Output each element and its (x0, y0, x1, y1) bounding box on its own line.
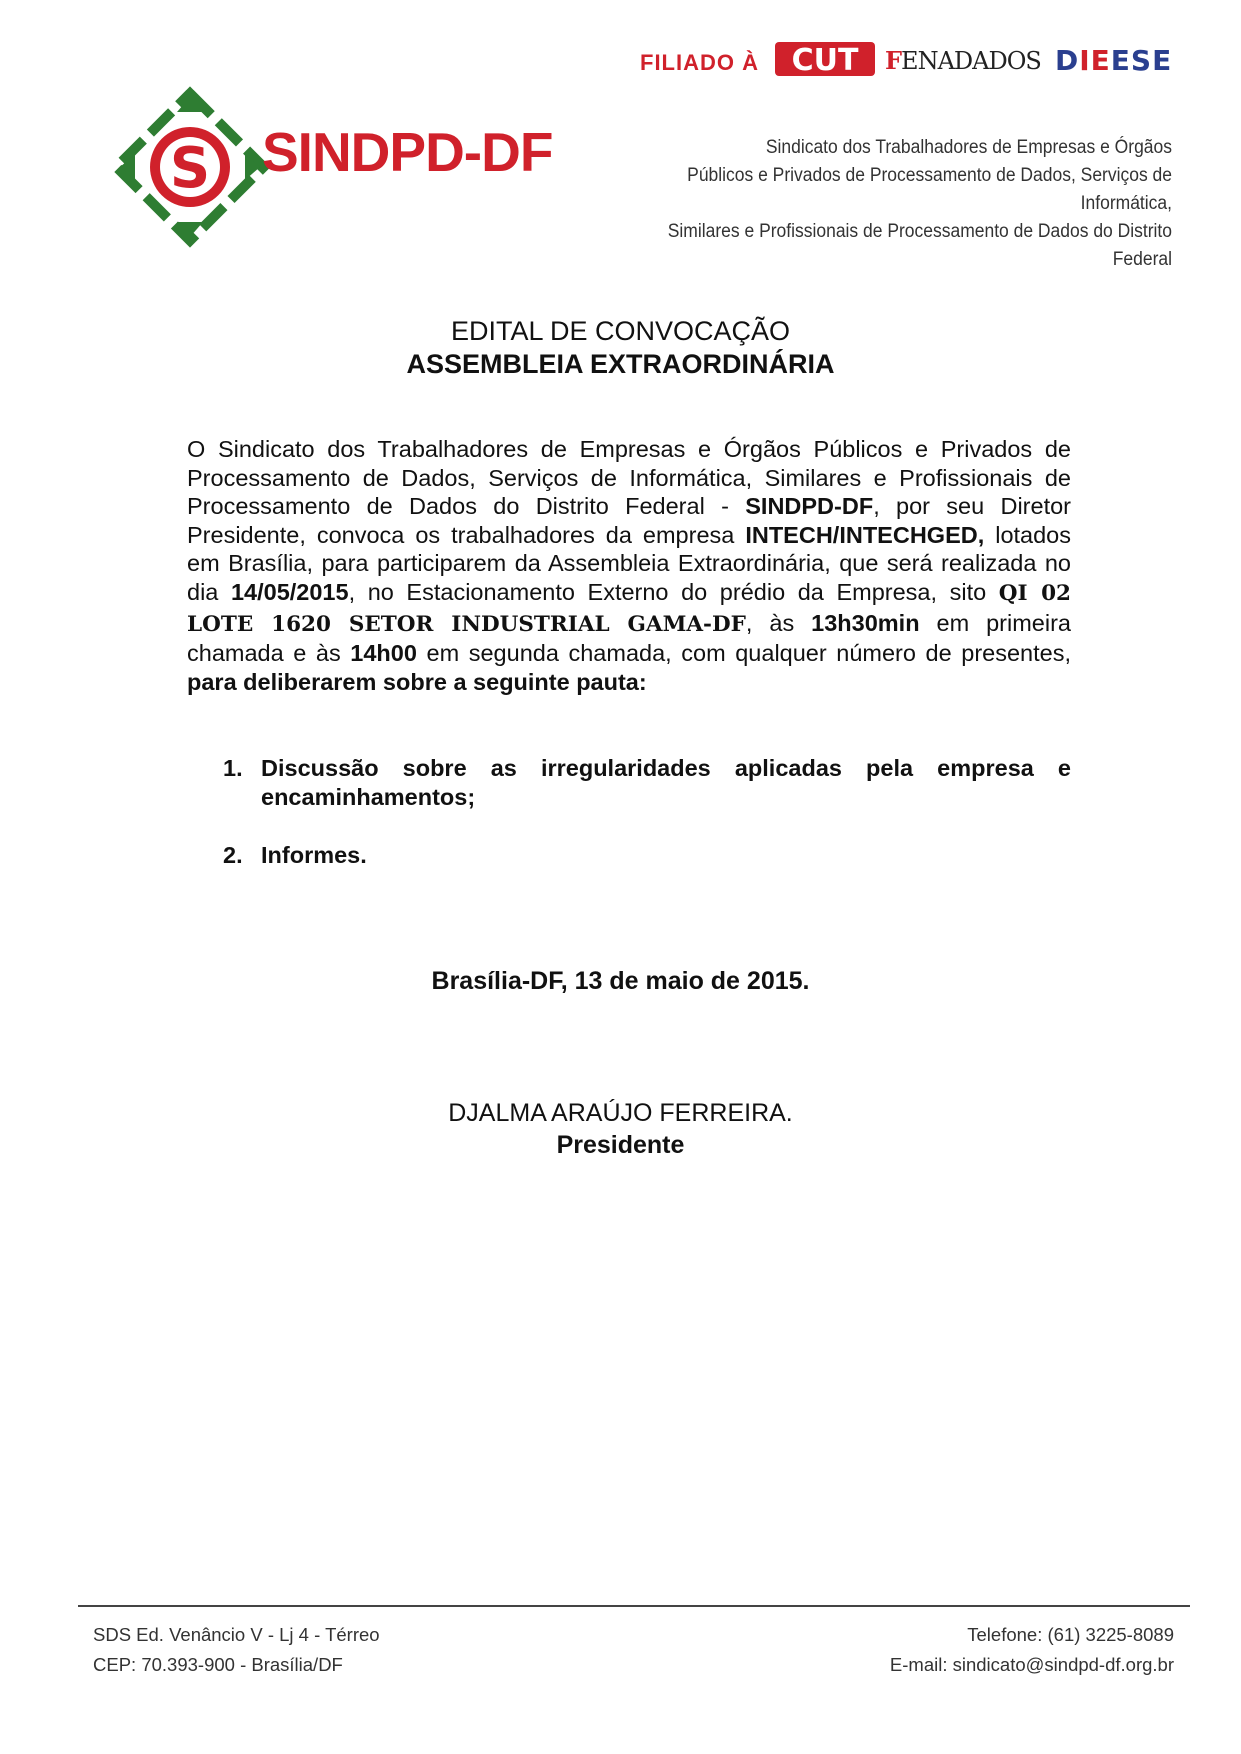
list-item-text: Discussão sobre as irregularidades aplicadas pela empresa e encaminhamentos; (261, 755, 1071, 810)
list-item (223, 841, 1071, 870)
signature-block (0, 1097, 1241, 1161)
meeting-address: QI 02 LOTE 1620 SETOR INDUSTRIAL GAMA-DF (187, 580, 1071, 637)
org-logo-text: SINDPD-DF (262, 121, 553, 183)
list-item (223, 754, 1071, 811)
footer-address (93, 1620, 380, 1680)
union-description-line: Sindicato dos Trabalhadores de Empresas e Órgãos (765, 137, 1172, 158)
cut-logo-text: CUT (791, 43, 859, 78)
list-item-text: Informes. (261, 842, 367, 869)
affiliation-label: FILIADO À (640, 50, 759, 75)
union-description-line: Similares e Profissionais de Processamento de Dados do Distrito Federal (667, 221, 1172, 270)
list-item-number: 2. (223, 842, 243, 869)
fenadados-logo: FENADADOS (885, 46, 1041, 75)
sindpd-logo-icon (115, 92, 265, 242)
agenda-list (223, 754, 1071, 900)
document-title (0, 315, 1241, 381)
footer (78, 1620, 1190, 1675)
footer-email: E-mail: sindicato@sindpd-df.org.br (889, 1654, 1174, 1675)
footer-contact (890, 1620, 1174, 1680)
affiliations-bar (640, 40, 1190, 80)
dieese-logo: DIEESE (1055, 44, 1173, 77)
second-call-time: 14h00 (350, 640, 417, 667)
fenadados-logo-text: ENADADOS (901, 47, 1041, 75)
cut-logo (775, 42, 875, 76)
title-line-2: ASSEMBLEIA EXTRAORDINÁRIA (406, 349, 835, 379)
footer-divider (78, 1605, 1190, 1607)
org-name: SINDPD-DF (745, 493, 874, 520)
signer-role: Presidente (556, 1131, 685, 1159)
union-description (620, 134, 1172, 274)
company-name: INTECH/INTECHGED, (745, 521, 985, 548)
first-call-time: 13h30min (811, 609, 920, 636)
footer-address-line: SDS Ed. Venâncio V - Lj 4 - Térreo (93, 1624, 380, 1645)
convocation-paragraph: O Sindicato dos Trabalhadores de Empresas e Órgãos Públicos e Privados de Processamento de Dados, Serviços de Informática, Similares e Profissionais de Processamento de Dados do Distrito Federal - SINDPD-DF, por seu Diretor Presidente, convoca os trabalhadores da empresa INTECH/INTECHGED, lotados em Brasília, para participarem da Assembleia Extraordinária, que será realizada no dia 14/05/2015, no Estacionamento Externo do prédio da Empresa, sito QI 02 LOTE 1620 SETOR INDUSTRIAL GAMA-DF, às 13h30min em primeira chamada e às 14h00 em segunda chamada, com qualquer número de presentes, para deliberarem sobre a seguinte pauta: (187, 436, 1071, 695)
union-description-line: Públicos e Privados de Processamento de Dados, Serviços de Informática, (687, 165, 1172, 214)
footer-address-line: CEP: 70.393-900 - Brasília/DF (93, 1654, 343, 1675)
document-date: Brasília-DF, 13 de maio de 2015. (431, 967, 810, 995)
meeting-date: 14/05/2015 (230, 578, 349, 605)
list-item-number: 1. (223, 755, 243, 781)
signer-name: DJALMA ARAÚJO FERREIRA. (448, 1099, 793, 1127)
title-line-1: EDITAL DE CONVOCAÇÃO (450, 316, 791, 346)
footer-phone: Telefone: (61) 3225-8089 (967, 1624, 1174, 1645)
svg-text:S: S (169, 136, 211, 201)
agenda-intro: para deliberarem sobre a seguinte pauta: (187, 668, 647, 695)
